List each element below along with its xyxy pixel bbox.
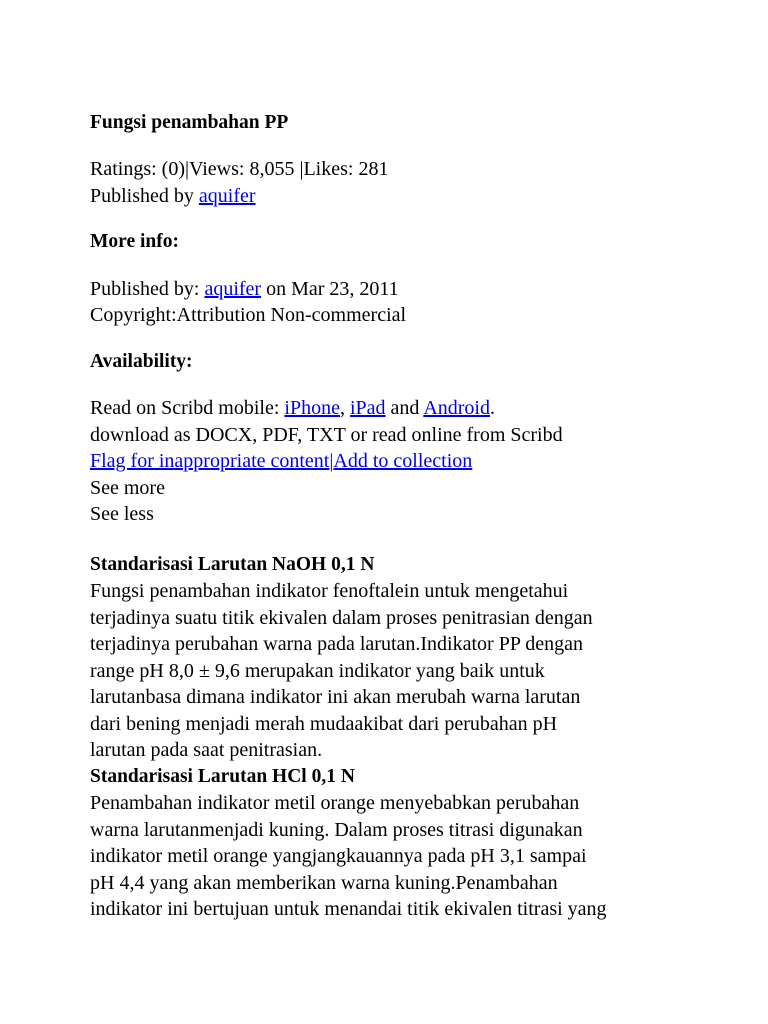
section-heading-naoh: Standarisasi Larutan NaOH 0,1 N bbox=[90, 553, 375, 575]
section-heading-hcl: Standarisasi Larutan HCl 0,1 N bbox=[90, 765, 355, 787]
android-link[interactable]: Android bbox=[423, 397, 490, 419]
author-info-link[interactable]: aquifer bbox=[204, 277, 262, 300]
add-to-collection-link[interactable]: Add to collection bbox=[333, 450, 473, 472]
document-title: Fungsi penambahan PP bbox=[90, 112, 289, 133]
period: . bbox=[490, 397, 495, 419]
published-info-line bbox=[90, 276, 690, 303]
published-info-label: Published by: bbox=[90, 277, 205, 300]
and-separator: and bbox=[385, 397, 424, 419]
see-less-toggle[interactable]: See less bbox=[90, 503, 154, 525]
copyright-line: Copyright:Attribution Non-commercial bbox=[90, 304, 407, 326]
paragraph-line: dari bening menjadi merah mudaakibat dari perubahan pH bbox=[90, 712, 558, 735]
mobile-apps-label: Read on Scribd mobile: bbox=[90, 397, 285, 419]
paragraph-line: range pH 8,0 ± 9,6 merupakan indikator yang baik untuk bbox=[90, 659, 545, 682]
stats-line: Ratings: (0)|Views: 8,055 |Likes: 281 bbox=[90, 158, 389, 180]
paragraph-line: pH 4,4 yang akan memberikan warna kuning.Penambahan bbox=[90, 871, 558, 894]
section-body-hcl bbox=[90, 790, 690, 923]
paragraph-line: indikator ini bertujuan untuk menandai titik ekivalen titrasi yang bbox=[90, 898, 607, 920]
pipe-separator: | bbox=[329, 450, 334, 472]
paragraph-line: larutan pada saat penitrasian. bbox=[90, 739, 323, 761]
more-info-heading: More info: bbox=[90, 231, 179, 252]
mobile-apps-line bbox=[90, 395, 690, 422]
ipad-link[interactable]: iPad bbox=[349, 397, 386, 419]
paragraph-line: indikator metil orange yangjangkauannya pada pH 3,1 sampai bbox=[90, 845, 587, 867]
actions-line bbox=[90, 448, 690, 475]
see-more-toggle[interactable]: See more bbox=[90, 476, 165, 499]
published-by-label: Published by bbox=[90, 184, 199, 207]
document-page bbox=[90, 110, 690, 923]
availability-heading: Availability: bbox=[90, 350, 193, 372]
paragraph-line: Fungsi penambahan indikator fenoftalein untuk mengetahui bbox=[90, 580, 569, 602]
section-body-naoh bbox=[90, 578, 690, 764]
comma-separator: , bbox=[339, 397, 350, 419]
flag-content-link[interactable]: Flag for inappropriate content bbox=[90, 450, 330, 472]
download-line: download as DOCX, PDF, TXT or read online from Scribd bbox=[90, 423, 563, 446]
published-date: on Mar 23, 2011 bbox=[261, 277, 399, 300]
paragraph-line: Penambahan indikator metil orange menyebabkan perubahan bbox=[90, 792, 580, 814]
paragraph-line: terjadinya perubahan warna pada larutan.Indikator PP dengan bbox=[90, 633, 583, 655]
iphone-link[interactable]: iPhone bbox=[284, 397, 340, 419]
paragraph-line: terjadinya suatu titik ekivalen dalam proses penitrasian dengan bbox=[90, 606, 593, 629]
paragraph-line: larutanbasa dimana indikator ini akan merubah warna larutan bbox=[90, 686, 581, 708]
published-by-line bbox=[90, 183, 690, 210]
author-link[interactable]: aquifer bbox=[198, 184, 256, 207]
paragraph-line: warna larutanmenjadi kuning. Dalam proses titrasi digunakan bbox=[90, 818, 583, 841]
